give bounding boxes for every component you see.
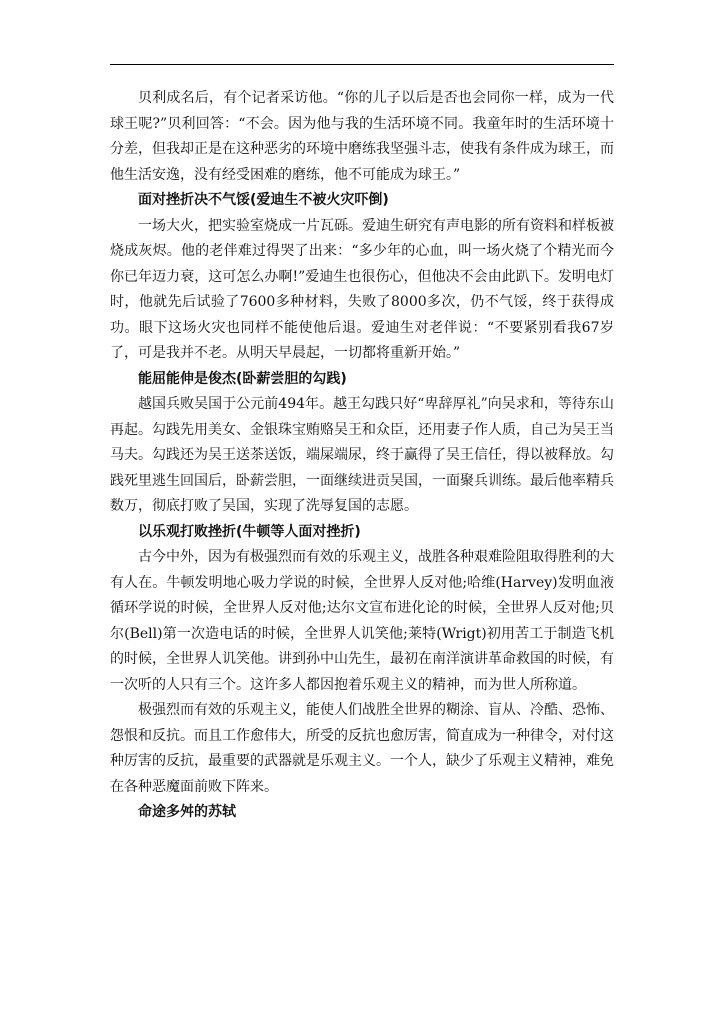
paragraph-pele: 贝利成名后，有个记者采访他。“你的儿子以后是否也会同你一样，成为一代球王呢?”贝利回答：“不会。因为他与我的生活环境不同。我童年时的生活环境十分差，但我却正是在这种恶劣的环境中磨练我坚强斗志，使我有条件成为球王，而他生活安逸，没有经受困难的磨练，他不可能成为球王。” bbox=[110, 90, 614, 183]
document-body bbox=[110, 86, 614, 826]
heading-sushi: 命途多舛的苏轼 bbox=[138, 804, 236, 820]
heading-optimism: 以乐观打败挫折(牛顿等人面对挫折) bbox=[138, 523, 361, 540]
paragraph-optimism-examples: 古今中外，因为有极强烈而有效的乐观主义，战胜各种艰难险阻取得胜利的大有人在。牛顿发明地心吸力学说的时候，全世界人反对他;哈维(Harvey)发明血液循环学说的时候，全世界人反对他;达尔文宣布进化论的时候，全世界人反对他;贝尔(Bell)第一次造电话的时候，全世界人讥笑他;莱特(Wrigt)初用苦工于制造飞机的时候，全世界人讥笑他。讲到孙中山先生，最初在南洋演讲革命救国的时候，有一次听的人只有三个。这许多人都因抱着乐观主义的精神，而为世人所称道。 bbox=[110, 549, 614, 693]
paragraph-edison: 一场大火，把实验室烧成一片瓦砾。爱迪生研究有声电影的所有资料和样板被烧成灰烬。他的老伴难过得哭了出来：“多少年的心血，叫一场火烧了个精光而今你已年迈力衰，这可怎么办啊!”爱迪生也很伤心，但他决不会由此趴下。发明电灯时，他就先后试验了7600多种材料，失败了8000多次，仍不气馁，终于获得成功。眼下这场火灾也同样不能使他后退。爱迪生对老伴说：“不要紧别看我67岁了，可是我并不老。从明天早晨起，一切都将重新开始。” bbox=[110, 217, 614, 361]
paragraph-optimism-power: 极强烈而有效的乐观主义，能使人们战胜全世界的糊涂、盲从、冷酷、恐怖、怨恨和反抗。而且工作愈伟大，所受的反抗也愈厉害，简直成为一种律令，对付这种厉害的反抗，最重要的武器就是乐观主义。一个人，缺少了乐观主义精神，难免在各种恶魔面前败下阵来。 bbox=[110, 702, 614, 795]
paragraph-goujian: 越国兵败吴国于公元前494年。越王勾践只好“卑辞厚礼”向吴求和，等待东山再起。勾践先用美女、金银珠宝贿赂吴王和众臣，还用妻子作人质，自己为吴王当马夫。勾践还为吴王送茶送饭，端屎端尿，终于赢得了吴王信任，得以被释放。勾践死里逃生回国后，卧薪尝胆，一面继续进贡吴国，一面聚兵训练。最后他率精兵数万，彻底打败了吴国，实现了洗辱复国的志愿。 bbox=[110, 396, 614, 514]
heading-edison: 面对挫折决不气馁(爱迪生不被火灾吓倒) bbox=[138, 192, 389, 208]
heading-goujian: 能屈能伸是俊杰(卧薪尝胆的勾践) bbox=[138, 370, 347, 387]
header-rule bbox=[110, 64, 614, 65]
